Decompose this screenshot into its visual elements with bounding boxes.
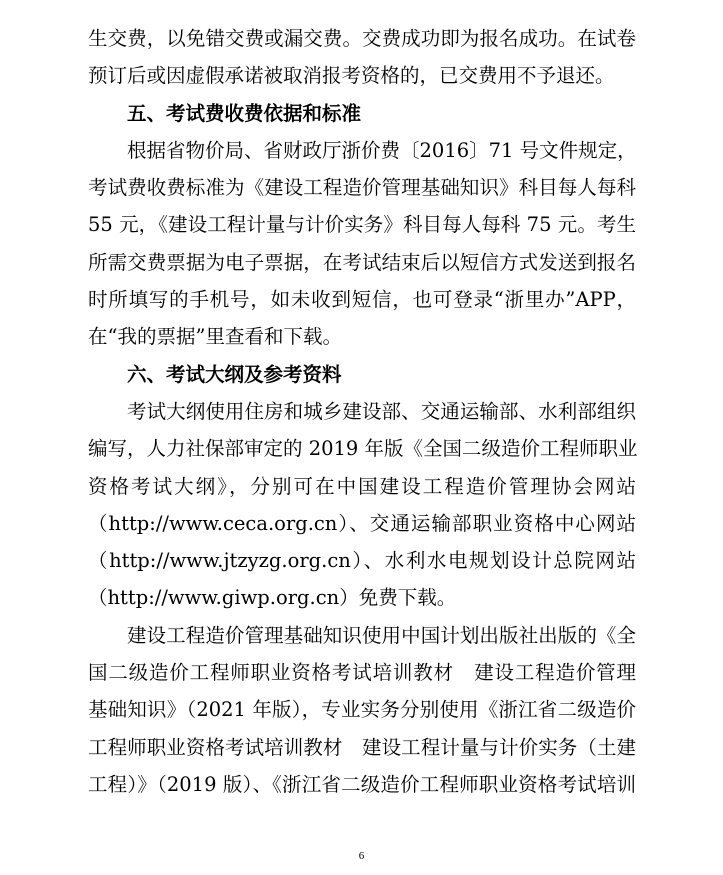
text-line: 在“我的票据”里查看和下载。 [88,325,342,349]
page-number: 6 [358,850,365,862]
text-line: 生交费，以免错交费或漏交费。交费成功即为报名成功。在试卷 [88,27,636,50]
text-line: 预订后或因虚假承诺被取消报考资格的，已交费用不予退还。 [88,64,615,88]
text-line: 工程）》（2019 版）、《浙江省二级造价工程师职业资格考试培训 [88,772,636,796]
text-line: 55 元，《建设工程计量与计价实务》科目每人每科 75 元。考生 [88,213,636,237]
text-line: 资格考试大纲》，分别可在中国建设工程造价管理协会网站 [88,474,636,498]
text-line: 工程师职业资格考试培训教材 建设工程计量与计价实务（土建 [88,735,636,759]
text-line: （http://www.jtzyzg.org.cn）、水利水电规划设计总院网站 [88,549,636,573]
text-line: 根据省物价局、省财政厅浙价费〔2016〕71 号文件规定， [127,138,637,162]
text-line: 时所填写的手机号，如未收到短信，也可登录“浙里办”APP， [88,288,636,312]
text-line: 基础知识》（2021 年版），专业实务分别使用《浙江省二级造价 [88,698,636,722]
text-line: 建设工程造价管理基础知识使用中国计划出版社出版的《全 [127,623,636,647]
text-line: 编写，人力社保部审定的 2019 年版《全国二级造价工程师职业 [88,437,638,461]
text-line: 考试大纲使用住房和城乡建设部、交通运输部、水利部组织 [127,399,636,423]
document-body [88,20,636,803]
text-line: 考试费收费标准为《建设工程造价管理基础知识》科目每人每科 [88,176,636,200]
section-heading: 五、考试费收费依据和标准 [127,101,362,125]
section-heading: 六、考试大纲及参考资料 [127,362,342,386]
text-line: （http://www.giwp.org.cn）免费下载。 [88,586,457,610]
text-line: 国二级造价工程师职业资格考试培训教材 建设工程造价管理 [88,661,636,685]
text-line: 所需交费票据为电子票据，在考试结束后以短信方式发送到报名 [88,250,636,274]
text-line: （http://www.ceca.org.cn）、交通运输部职业资格中心网站 [88,511,636,535]
